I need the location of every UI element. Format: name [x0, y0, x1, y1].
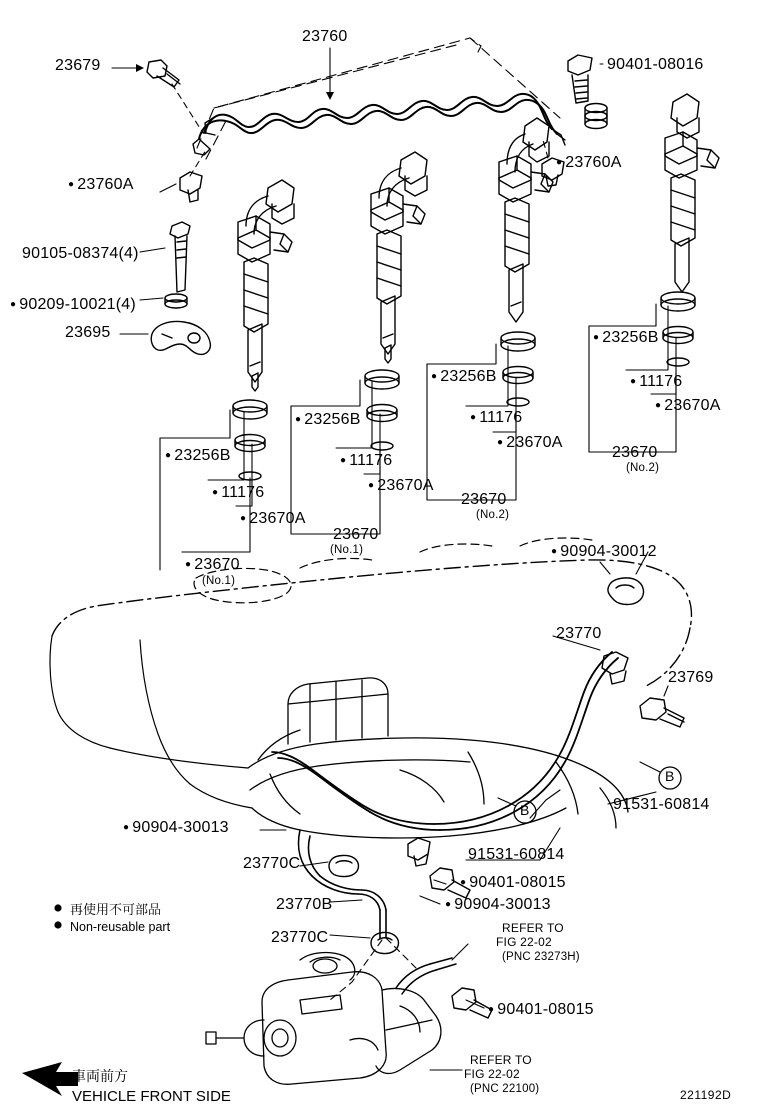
reference-fig-23273h-line2: FIG 22-02	[496, 935, 552, 949]
legend-jp-text: 再使用不可部品	[70, 902, 162, 917]
balloon-b-right: B	[665, 768, 675, 784]
label-23256b-1: ● 23256B	[165, 448, 231, 465]
label-23670a-3: ● 23670A	[497, 435, 563, 452]
label-11176-4: ● 11176	[630, 374, 682, 391]
label-23760a-right: ● 23760A	[556, 155, 622, 172]
label-91531-60814-right: 91531-60814	[613, 796, 710, 813]
label-23670-2-note: (No.1)	[330, 544, 364, 556]
label-23770b: 23770B	[276, 896, 333, 913]
label-23670-3: 23670	[461, 491, 507, 508]
label-90904-30013-left: ● 90904-30013	[123, 820, 229, 837]
reference-fig-23273h-line3: (PNC 23273H)	[502, 951, 580, 963]
reference-fig-22100-line2: FIG 22-02	[464, 1067, 520, 1081]
label-23670a-2: ● 23670A	[368, 478, 434, 495]
legend-non-reusable	[70, 899, 170, 936]
vehicle-front-en: VEHICLE FRONT SIDE	[72, 1088, 231, 1105]
label-23670-4: 23670	[612, 444, 658, 461]
balloon-b-center: B	[520, 802, 530, 818]
label-90904-30013-center: ● 90904-30013	[445, 897, 551, 914]
label-23670-1-note: (No.1)	[202, 575, 236, 587]
reference-fig-22100-line1: REFER TO	[470, 1053, 532, 1067]
label-90904-30012: ● 90904-30012	[551, 544, 657, 561]
label-23695: 23695	[65, 324, 111, 341]
label-11176-3: ● 11176	[470, 410, 522, 427]
label-91531-60814-center: 91531-60814	[468, 846, 565, 863]
label-23670a-1: ● 23670A	[240, 511, 306, 528]
label-23770: 23770	[556, 625, 602, 642]
reference-fig-22100-line3: (PNC 22100)	[470, 1083, 540, 1095]
vehicle-front-jp: 車両前方	[72, 1068, 128, 1084]
drawing-code: 221192D	[680, 1088, 732, 1102]
label-23670-4-note: (No.2)	[626, 462, 660, 474]
reference-fig-23273h-line1: REFER TO	[502, 921, 564, 935]
label-23256b-2: ● 23256B	[295, 412, 361, 429]
label-90401-08015-lower: ● 90401-08015	[488, 1002, 594, 1019]
label-23256b-3: ● 23256B	[431, 369, 497, 386]
label-23679: 23679	[55, 57, 101, 74]
label-23770c-lower: 23770C	[271, 929, 329, 946]
label-23670-1: ● 23670	[185, 557, 240, 574]
label-23670a-4: ● 23670A	[655, 398, 721, 415]
label-23769: 23769	[668, 669, 714, 686]
legend-en-text: Non-reusable part	[70, 920, 171, 934]
label-23670-2: 23670	[333, 526, 379, 543]
label-11176-1: ● 11176	[212, 485, 264, 502]
label-90105-08374: 90105-08374(4)	[22, 245, 139, 262]
label-11176-2: ● 11176	[340, 453, 392, 470]
label-23760: 23760	[302, 28, 348, 45]
label-23256b-4: ● 23256B	[593, 330, 659, 347]
label-90401-08015-upper: ● 90401-08015	[460, 875, 566, 892]
label-23670-3-note: (No.2)	[476, 509, 510, 521]
label-90401-08016: 90401-08016	[607, 56, 704, 73]
label-23760a-left: ● 23760A	[68, 177, 134, 194]
label-23770c-upper: 23770C	[243, 855, 301, 872]
label-90209-10021: ● 90209-10021(4)	[10, 297, 136, 314]
